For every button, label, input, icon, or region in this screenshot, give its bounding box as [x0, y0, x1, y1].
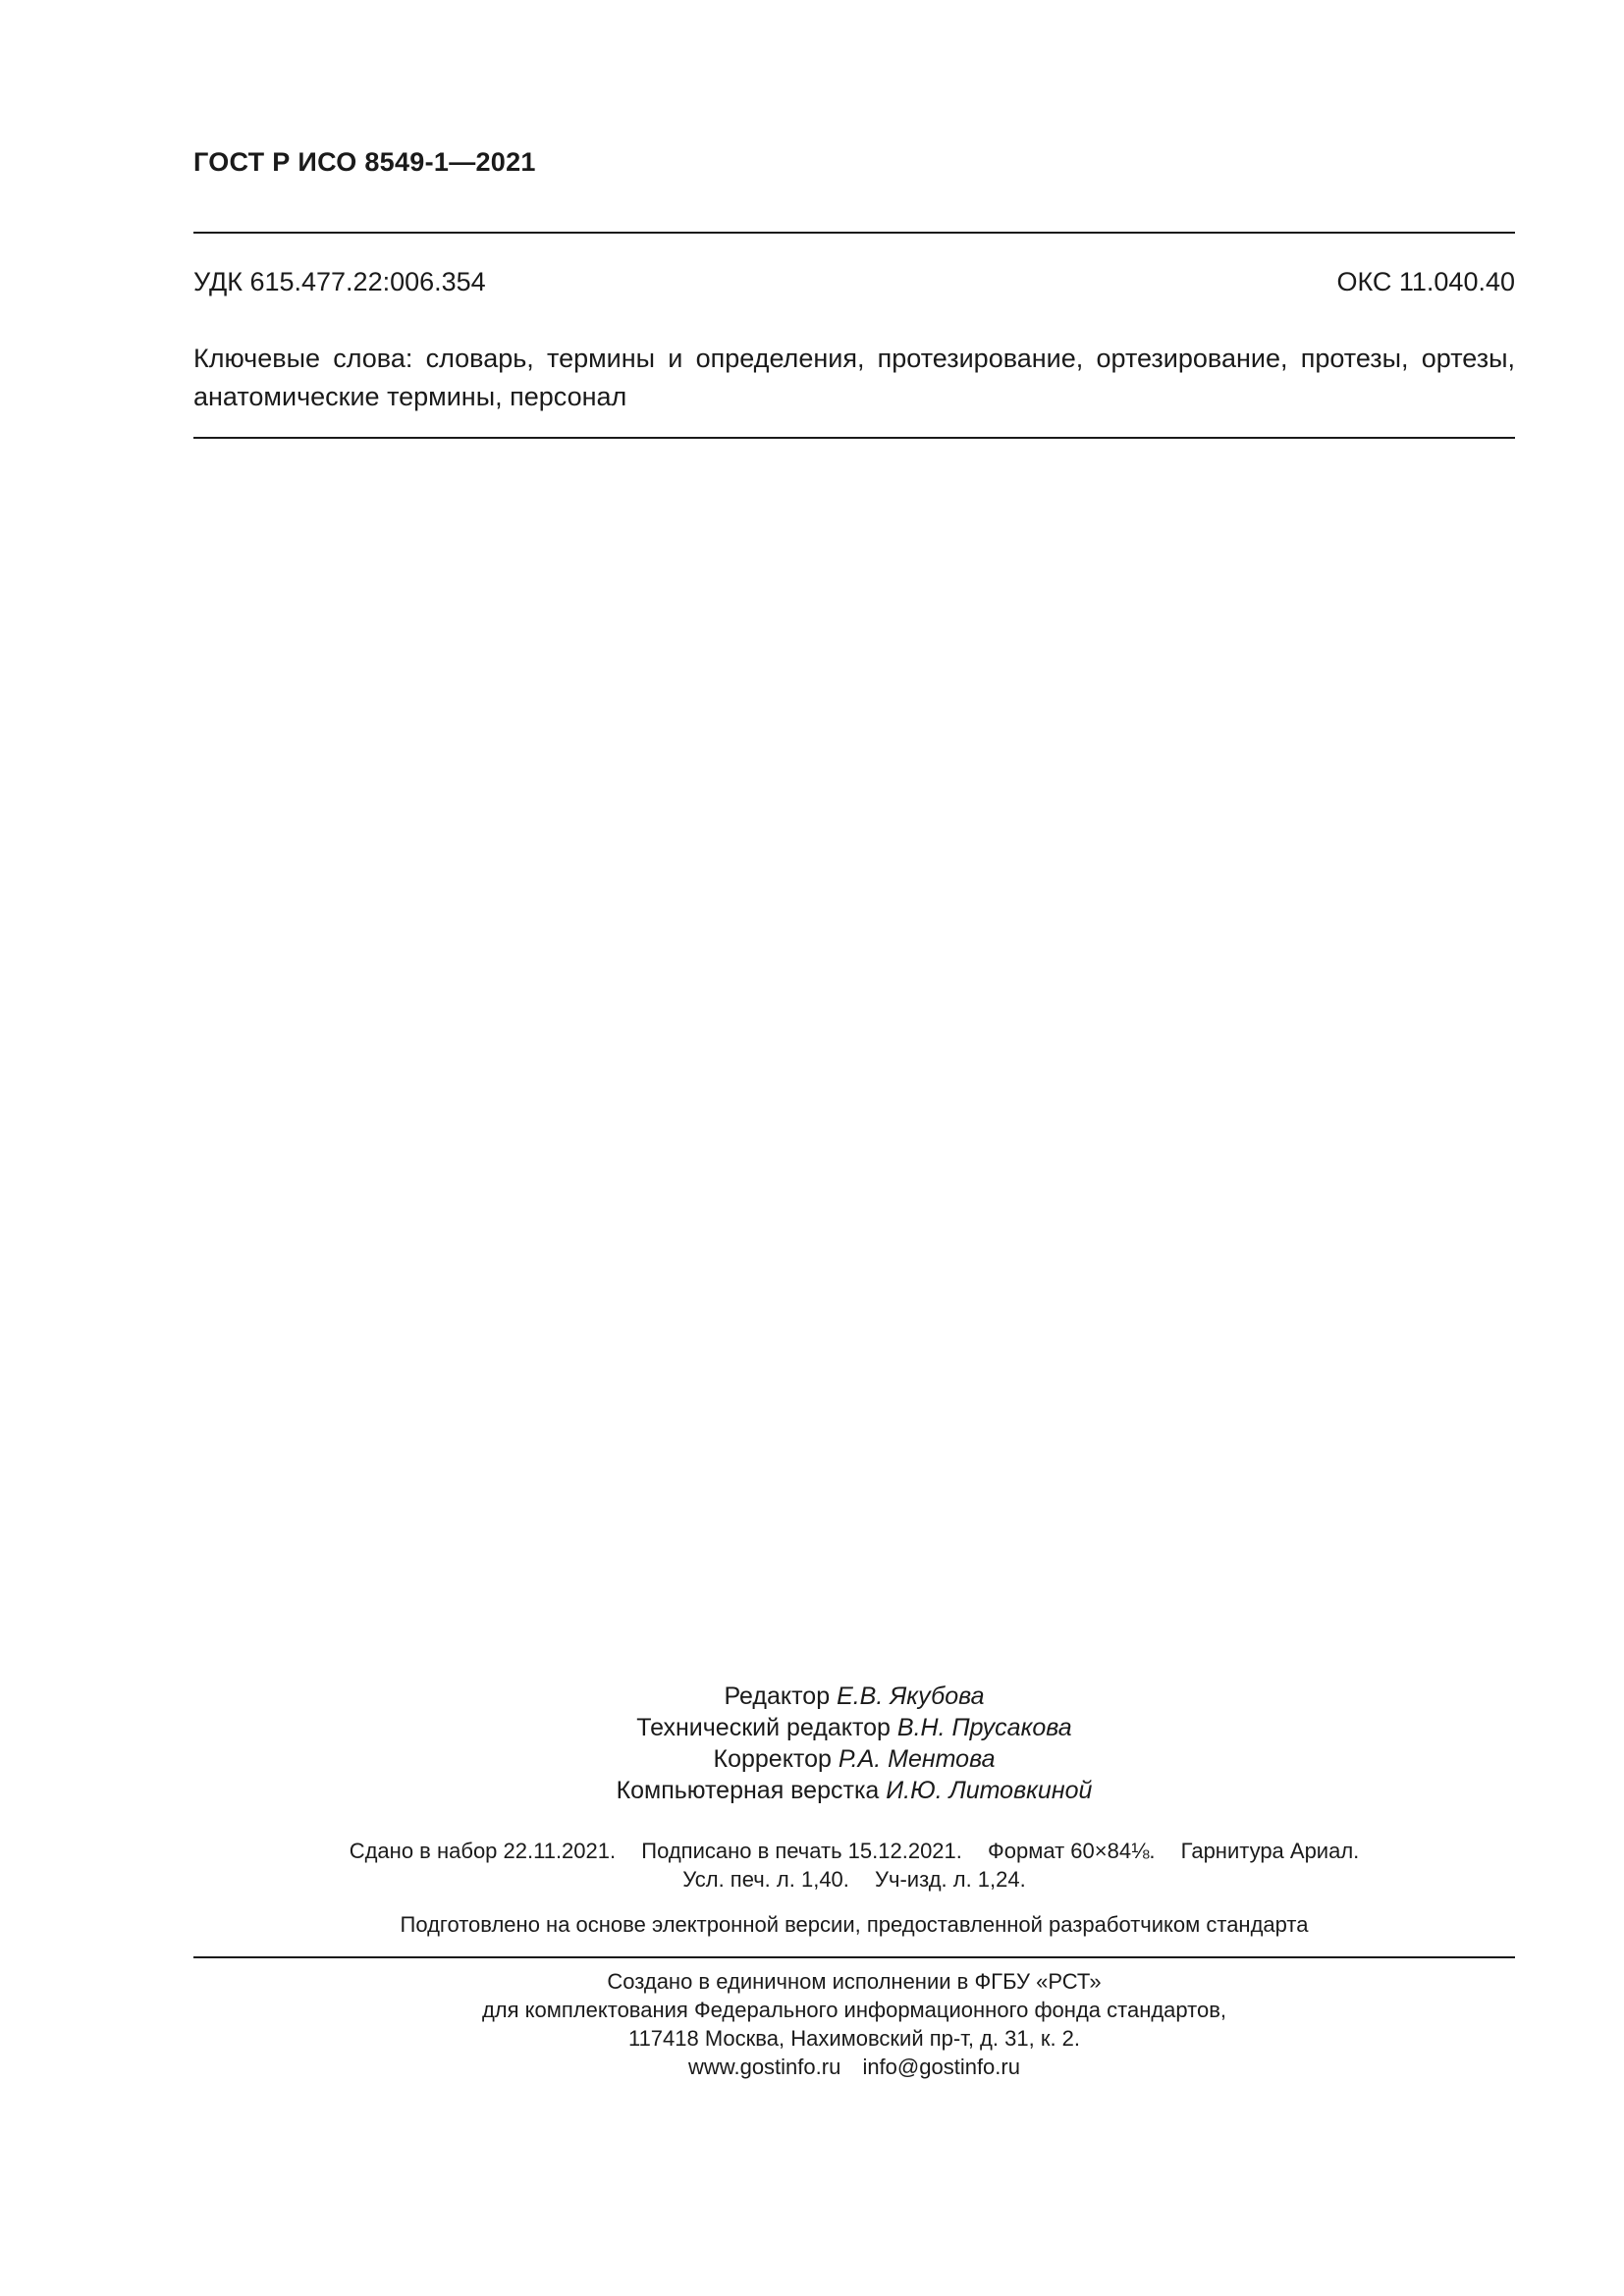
credit-layout	[193, 1775, 1515, 1806]
email-link[interactable]: info@gostinfo.ru	[862, 2055, 1020, 2079]
publisher-footer	[193, 1967, 1515, 2081]
credit-role: Корректор	[713, 1745, 832, 1773]
credit-name: И.Ю. Литовкиной	[886, 1777, 1093, 1804]
website-link[interactable]: www.gostinfo.ru	[688, 2055, 841, 2079]
imprint-typeface: Гарнитура Ариал.	[1180, 1839, 1360, 1863]
credit-role: Компьютерная верстка	[616, 1777, 880, 1804]
imprint-signed: Подписано в печать 15.12.2021.	[641, 1839, 962, 1863]
credit-name: Р.А. Ментова	[838, 1745, 996, 1773]
footer-line-2: для комплектования Федерального информационного фонда стандартов,	[481, 1998, 1227, 2022]
credit-name: Е.В. Якубова	[837, 1682, 985, 1710]
keywords-divider	[193, 437, 1515, 439]
credit-editor	[193, 1681, 1515, 1712]
imprint-line-2	[193, 1865, 1515, 1894]
imprint-format: Формат 60×84⅛.	[988, 1839, 1156, 1863]
document-code: ГОСТ Р ИСО 8549-1—2021	[193, 147, 536, 177]
credit-proofreader	[193, 1743, 1515, 1775]
footer-line-3: 117418 Москва, Нахимовский пр-т, д. 31, к. 2.	[627, 2026, 1081, 2051]
footer-divider	[193, 1956, 1515, 1958]
prepared-note: Подготовлено на основе электронной версии, предоставленной разработчиком стандарта	[400, 1912, 1309, 1937]
imprint-pub-sheets: Уч-изд. л. 1,24.	[875, 1867, 1026, 1892]
credits-block	[193, 1681, 1515, 1806]
imprint-submitted: Сдано в набор 22.11.2021.	[349, 1839, 617, 1863]
credit-role: Редактор	[724, 1682, 831, 1710]
credit-role: Технический редактор	[636, 1714, 891, 1741]
imprint-block	[193, 1837, 1515, 1894]
credit-tech-editor	[193, 1712, 1515, 1743]
credit-name: В.Н. Прусакова	[896, 1714, 1072, 1741]
footer-contacts	[193, 2053, 1515, 2081]
top-divider	[193, 232, 1515, 234]
udk-code: УДК 615.477.22:006.354	[193, 267, 486, 296]
oks-code: ОКС 11.040.40	[1336, 267, 1515, 296]
imprint-line-1	[193, 1837, 1515, 1865]
footer-line-1: Создано в единичном исполнении в ФГБУ «РСТ»	[607, 1969, 1102, 1994]
keywords-paragraph: Ключевые слова: словарь, термины и определения, протезирование, ортезирование, протезы, ортезы, анатомические термины, персонал	[193, 344, 1515, 411]
imprint-print-sheets: Усл. печ. л. 1,40.	[682, 1867, 849, 1892]
